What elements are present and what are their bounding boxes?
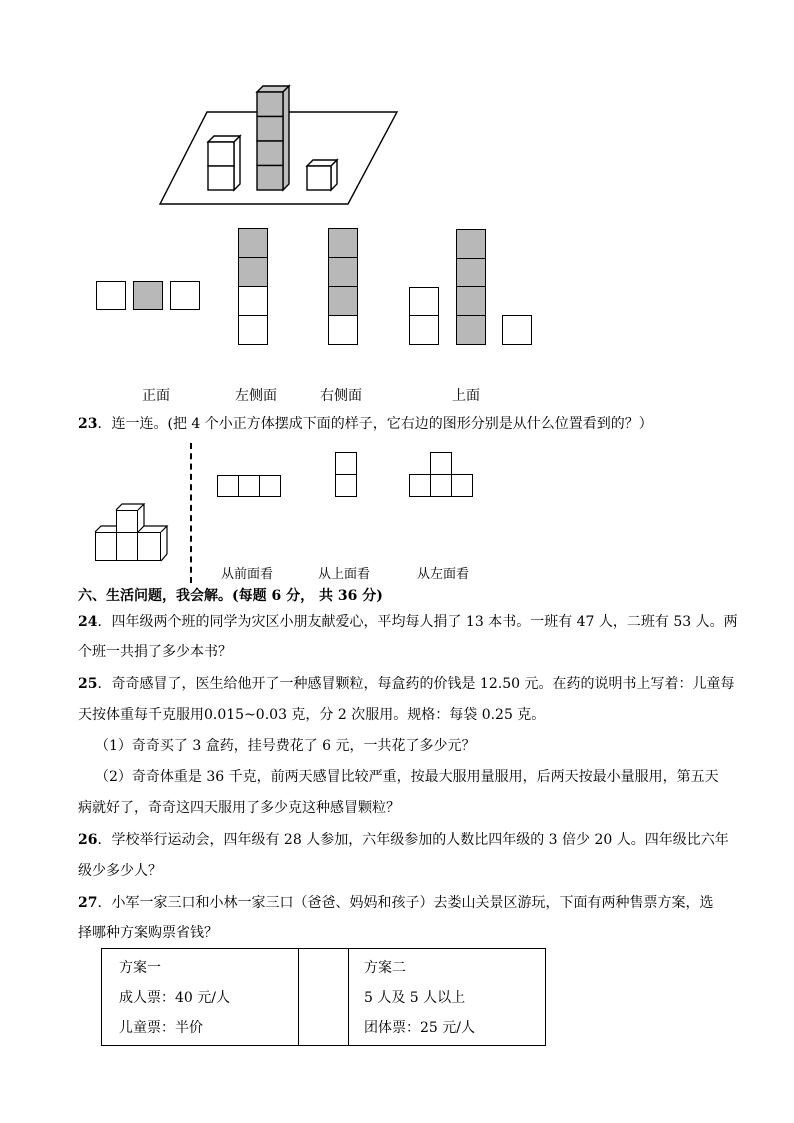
- question-25-sub1: （1）奇奇买了 3 盒药，挂号费花了 6 元，一共花了多少元？: [95, 738, 476, 754]
- caption-from-front: 从前面看: [221, 567, 274, 582]
- plan-one-adult: 成人票：40 元/人: [119, 990, 230, 1006]
- stack-tall: [257, 86, 289, 190]
- question-text: ．奇奇感冒了，医生给他开了一种感冒颗粒，每盒药的价钱是 12.50 元。在药的说明书上写着：儿童每: [97, 676, 735, 692]
- question-25-sub2b: 病就好了，奇奇这四天服用了多少克这种感冒颗粒？: [78, 800, 400, 816]
- plan-one-cell: [102, 949, 299, 1046]
- question-27-line1: [78, 893, 713, 913]
- plan-two-group: 团体票：25 元/人: [364, 1020, 475, 1036]
- question-24-line1: [78, 612, 738, 632]
- label-front: 正面: [142, 388, 170, 404]
- question-26-line1: [78, 830, 729, 850]
- caption-from-left: 从左面看: [417, 567, 470, 582]
- question-number: 26: [78, 832, 98, 848]
- stack-left: [208, 136, 240, 190]
- question-25-line2: 天按体重每千克服用0.015~0.03 克，分 2 次服用。规格：每袋 0.25 克。: [78, 707, 546, 723]
- plan-one-title: 方案一: [119, 960, 161, 976]
- question-text: ．学校举行运动会，四年级有 28 人参加，六年级参加的人数比四年级的 3 倍少 20 人。四年级比六年: [97, 832, 729, 848]
- ticket-plans-table: [101, 948, 546, 1046]
- question-text: ．四年级两个班的同学为灾区小朋友献爱心，平均每人捐了 13 本书。一班有 47 人，二班有 53 人。两: [97, 614, 738, 630]
- question-text: ．小军一家三口和小林一家三口（爸爸、妈妈和孩子）去娄山关景区游玩，下面有两种售票方案，选: [97, 895, 714, 911]
- plan-two-title: 方案二: [364, 960, 406, 976]
- cubes-on-plane-figure: [150, 80, 410, 210]
- question-25-sub2: （2）奇奇体重是 36 千克，前两天感冒比较严重，按最大服用量服用，后两天按最小量服用，第五天: [95, 769, 719, 785]
- label-left-side: 左侧面: [235, 388, 277, 404]
- section-heading: 六、生活问题，我会解。(每题 6 分， 共 36 分): [78, 588, 383, 604]
- caption-from-top: 从上面看: [318, 567, 371, 582]
- dashed-divider: [190, 443, 192, 583]
- question-25-line1: [78, 674, 734, 694]
- stack-right: [307, 160, 337, 190]
- question-24-line2: 个班一共捐了多少本书？: [78, 644, 232, 660]
- label-top: 上面: [452, 388, 480, 404]
- question-number: 27: [78, 895, 98, 911]
- question-26-line2: 级少多少人？: [78, 863, 162, 879]
- question-text: ．连一连。(把 4 个小正方体摆成下面的样子，它右边的图形分别是从什么位置看到的？）: [97, 416, 653, 432]
- empty-cell: [299, 949, 349, 1046]
- question-27-line2: 择哪种方案购票省钱？: [78, 925, 218, 941]
- plan-one-child: 儿童票：半价: [119, 1020, 203, 1036]
- plan-two-condition: 5 人及 5 人以上: [364, 990, 466, 1006]
- label-right-side: 右侧面: [320, 388, 362, 404]
- question-number: 25: [78, 676, 98, 692]
- question-number: 23: [78, 416, 98, 432]
- question-23: [78, 414, 653, 434]
- question-number: 24: [78, 614, 98, 630]
- plan-two-cell: [349, 949, 546, 1046]
